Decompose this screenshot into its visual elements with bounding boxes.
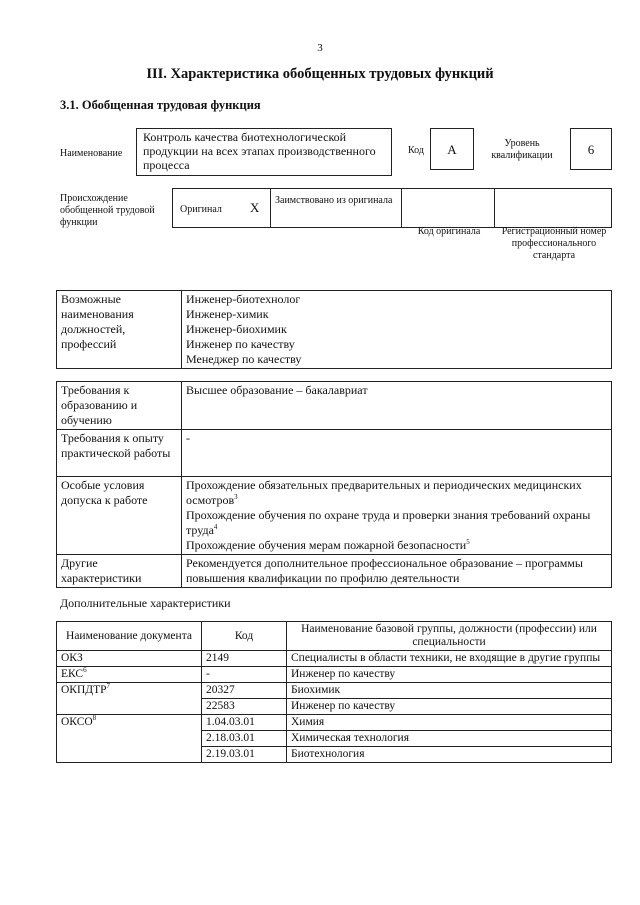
additional-title: Дополнительные характеристики [60, 596, 231, 610]
footnote-ref: 3 [234, 493, 238, 501]
origin-label: Происхождение обобщенной трудовой функции [60, 193, 155, 228]
doc-cell: ОКСО$^8$ [57, 715, 202, 763]
original-label: Оригинал [180, 204, 222, 215]
positions-table [56, 290, 612, 369]
position-item: Инженер по качеству [186, 337, 295, 351]
requirements-table [56, 381, 612, 588]
name-cell: Химическая технология [287, 731, 612, 747]
name-cell: Инженер по качеству [287, 667, 612, 683]
name-cell: Биохимик [287, 683, 612, 699]
name-cell: Инженер по качеству [287, 699, 612, 715]
code-cell: 2.18.03.01 [202, 731, 287, 747]
special-condition: Прохождение обучения по охране труда и проверки знания требований охраны труда [186, 508, 591, 537]
education-value: Высшее образование – бакалавриат [182, 382, 612, 430]
col-code-header: Код [202, 622, 287, 651]
special-conditions [182, 477, 612, 555]
footnote-ref: 4 [213, 523, 218, 531]
position-item: Инженер-химик [186, 307, 269, 321]
name-cell: Химия [287, 715, 612, 731]
reg-number-label: Регистрационный номер профессионального стандарта [501, 226, 607, 261]
level-label: Уровень квалификации [491, 138, 553, 161]
additional-table [56, 621, 612, 763]
position-item: Инженер-биохимик [186, 322, 287, 336]
borrowed-label: Заимствовано из оригинала [275, 195, 393, 206]
footnote-ref: 6 [83, 666, 87, 675]
code-cell: 20327 [202, 683, 287, 699]
code-original-label: Код оригинала [417, 226, 481, 237]
code-cell: 2.19.03.01 [202, 747, 287, 763]
special-condition: Прохождение обязательных предварительных и периодических медицинских осмотров [186, 478, 582, 507]
doc-cell: ЕКС$^6$ [57, 667, 202, 683]
code-cell: 1.04.03.01 [202, 715, 287, 731]
footnote-ref: 8 [92, 714, 97, 723]
doc-cell: ОКПДТР$^7$ [57, 683, 202, 715]
experience-value: - [182, 430, 612, 477]
name-cell: Биотехнология [287, 747, 612, 763]
section-title: III. Характеристика обобщенных трудовых функций [146, 66, 494, 82]
other-value: Рекомендуется дополнительное профессиональное образование – программы повышения квалификации по профилю деятельности [182, 555, 612, 588]
level-value: 6 [570, 128, 612, 170]
col-name-header: Наименование базовой группы, должности (профессии) или специальности [287, 622, 612, 651]
special-condition: Прохождение обучения мерам пожарной безопасности [186, 538, 467, 552]
origin-box [172, 188, 612, 228]
positions-label: Возможные наименования должностей, профессий [57, 291, 182, 369]
position-item: Менеджер по качеству [186, 352, 302, 366]
experience-label: Требования к опыту практической работы [57, 430, 182, 477]
subsection-title: 3.1. Обобщенная трудовая функция [60, 98, 261, 112]
function-name-field: Контроль качества биотехнологической продукции на всех этапах производственного процесса [136, 128, 392, 176]
footnote-ref: 5 [466, 538, 470, 546]
code-value: A [430, 128, 474, 170]
positions-list [182, 291, 612, 369]
code-label: Код [408, 145, 424, 156]
education-label: Требования к образованию и обучению [57, 382, 182, 430]
code-cell: 2149 [202, 651, 287, 667]
footnote-ref: 7 [106, 682, 111, 691]
other-label: Другие характеристики [57, 555, 182, 588]
col-doc-header: Наименование документа [57, 622, 202, 651]
name-cell: Специалисты в области техники, не входящие в другие группы [287, 651, 612, 667]
doc-cell: ОКЗ [57, 651, 202, 667]
position-item: Инженер-биотехнолог [186, 292, 301, 306]
special-label: Особые условия допуска к работе [57, 477, 182, 555]
code-cell: - [202, 667, 287, 683]
name-label: Наименование [60, 148, 123, 159]
code-cell: 22583 [202, 699, 287, 715]
original-mark: X [250, 200, 260, 215]
page-number: 3 [317, 42, 323, 54]
